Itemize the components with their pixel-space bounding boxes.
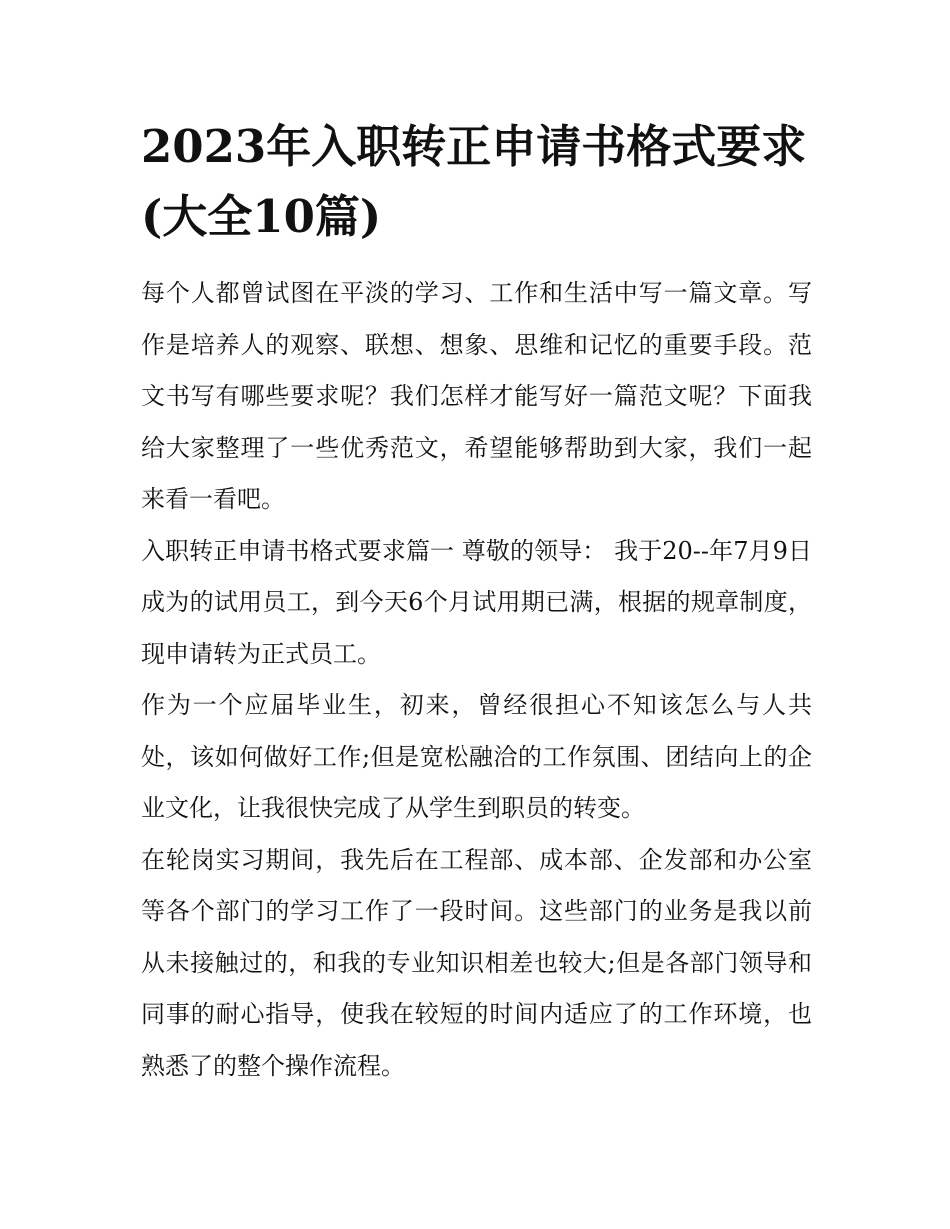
document-title: 2023年入职转正申请书格式要求(大全10篇): [141, 120, 807, 243]
paragraph-greeting: 入职转正申请书格式要求篇一 尊敬的领导： 我于20--年7月9日成为的试用员工，到今天6个月试用期已满，根据的规章制度，现申请转为正式员工。: [141, 536, 812, 668]
paragraph-graduate: 作为一个应届毕业生，初来，曾经很担心不知该怎么与人共处，该如何做好工作;但是宽松融洽的工作氛围、团结向上的企业文化，让我很快完成了从学生到职员的转变。: [141, 691, 812, 822]
paragraph-rotation: 在轮岗实习期间，我先后在工程部、成本部、企发部和办公室等各个部门的学习工作了一段时间。这些部门的业务是我以前从未接触过的，和我的专业知识相差也较大;但是各部门领导和同事的耐心指导，使我在较短的时间内适应了的工作环境，也熟悉了的整个操作流程。: [141, 845, 812, 1080]
paragraph-intro: 每个人都曾试图在平淡的学习、工作和生活中写一篇文章。写作是培养人的观察、联想、想象、思维和记忆的重要手段。范文书写有哪些要求呢？我们怎样才能写好一篇范文呢？下面我给大家整理了一些优秀范文，希望能够帮助到大家，我们一起来看一看吧。: [141, 279, 812, 513]
